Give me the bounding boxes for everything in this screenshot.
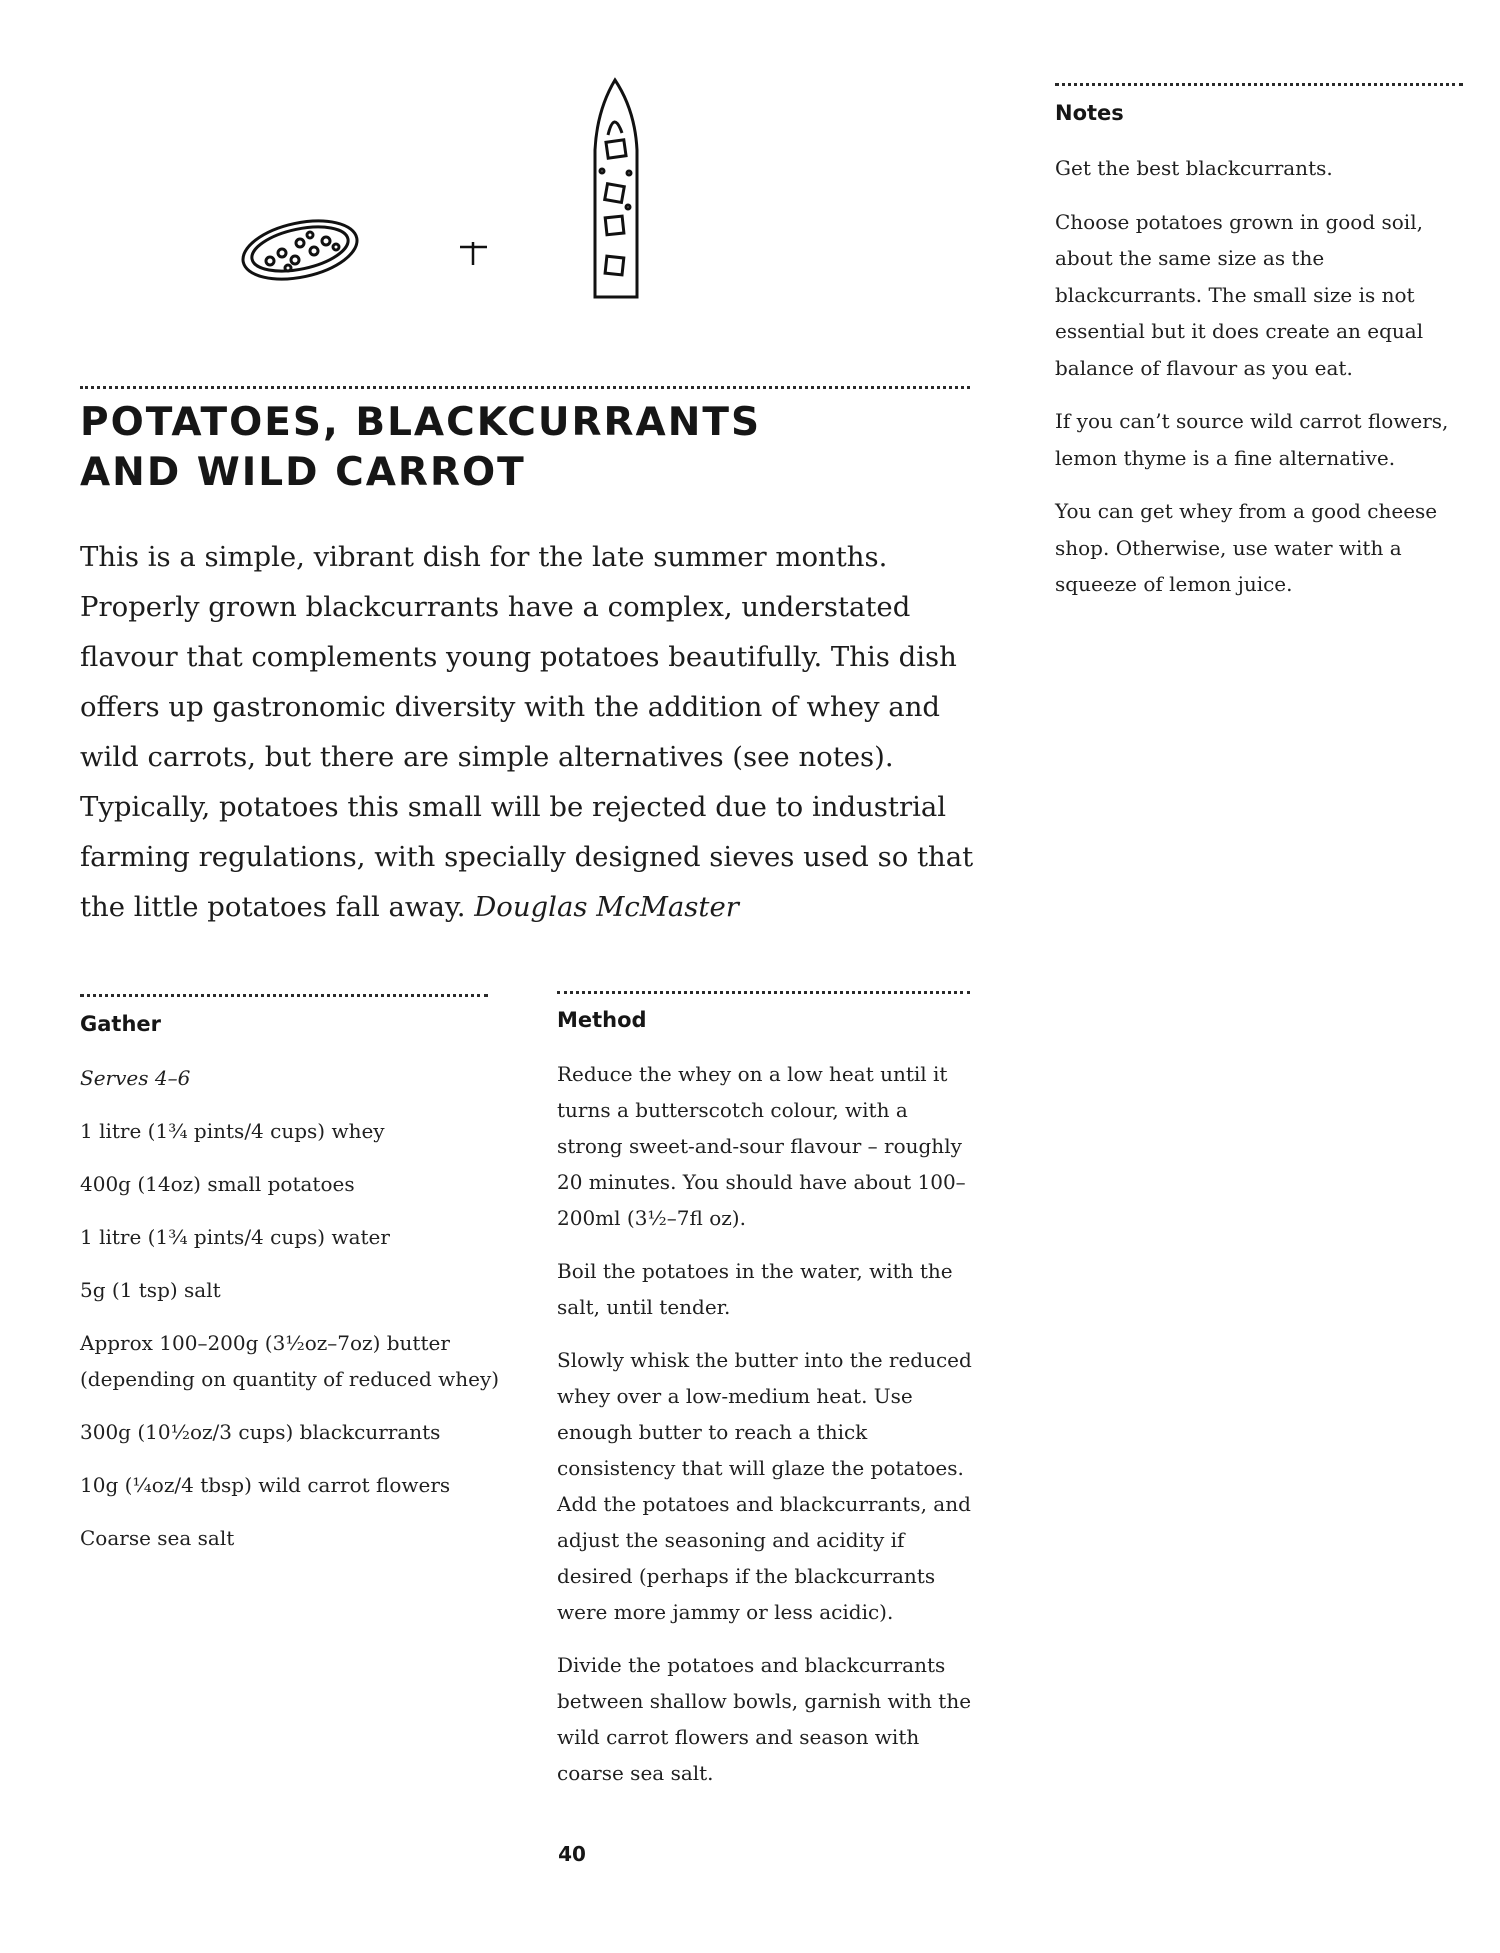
recipe-intro <box>80 532 980 932</box>
gather-heading: Gather <box>80 1012 161 1036</box>
title-rule <box>80 386 970 389</box>
gather-rule <box>80 994 488 997</box>
recipe-title-line-2: AND WILD CARROT <box>80 450 526 495</box>
intro-author: Douglas McMaster <box>474 891 739 923</box>
ingredient-item: Coarse sea salt <box>80 1526 235 1550</box>
note-item: Get the best blackcurrants. <box>1055 156 1333 180</box>
method-heading: Method <box>557 1008 647 1032</box>
ingredient-item: 1 litre (1¾ pints/4 cups) whey <box>80 1119 385 1143</box>
ingredient-item: 300g (10½oz/3 cups) blackcurrants <box>80 1420 441 1444</box>
ingredient-item: 400g (14oz) small potatoes <box>80 1172 355 1196</box>
ingredient-item: Approx 100–200g (3½oz–7oz) butter (depending on quantity of reduced whey) <box>80 1331 500 1391</box>
notes-list <box>1055 150 1455 620</box>
wild-carrot-icon <box>595 80 637 297</box>
recipe-title-line-1: POTATOES, BLACKCURRANTS <box>80 400 762 445</box>
method-steps <box>557 1056 977 1808</box>
notes-rule <box>1055 83 1463 86</box>
method-step: Divide the potatoes and blackcurrants between shallow bowls, garnish with the wild carrot flowers and season with coarse sea salt. <box>557 1653 972 1785</box>
ingredient-item: 5g (1 tsp) salt <box>80 1278 221 1302</box>
note-item: Choose potatoes grown in good soil, about the same size as the blackcurrants. The small size is not essential but it does create an equal balance of flavour as you eat. <box>1055 209 1424 380</box>
note-item: If you can’t source wild carrot flowers, lemon thyme is a fine alternative. <box>1055 409 1449 470</box>
plus-icon <box>460 242 487 265</box>
method-step: Slowly whisk the butter into the reduced whey over a low-medium heat. Use enough butter to reach a thick consistency that will glaze the potatoes. Add the potatoes and blackcurrants, and adjust the seasoning and acidity if desired (perhaps if the blackcurrants were more jammy or less acidic). <box>557 1348 972 1624</box>
note-item: You can get whey from a good cheese shop. Otherwise, use water with a squeeze of lemon juice. <box>1055 499 1438 596</box>
ingredient-item: 1 litre (1¾ pints/4 cups) water <box>80 1225 390 1249</box>
ingredient-item: 10g (¼oz/4 tbsp) wild carrot flowers <box>80 1473 451 1497</box>
notes-heading: Notes <box>1055 101 1124 125</box>
recipe-illustration <box>240 75 690 310</box>
page-number: 40 <box>558 1842 586 1866</box>
intro-text: This is a simple, vibrant dish for the late summer months. Properly grown blackcurrants have a complex, understated flavour that complements young potatoes beautifully. This dish offers up gastronomic diversity with the addition of whey and wild carrots, but there are simple alternatives (see notes). Typically, potatoes this small will be rejected due to industrial farming regulations, with specially designed sieves used so that the little potatoes fall away. <box>80 541 974 923</box>
recipe-title <box>80 398 980 498</box>
method-step: Boil the potatoes in the water, with the salt, until tender. <box>557 1259 953 1319</box>
potato-dish-icon <box>240 212 362 289</box>
method-rule <box>557 991 970 994</box>
ingredient-list <box>80 1060 500 1573</box>
method-step: Reduce the whey on a low heat until it turns a butterscotch colour, with a strong sweet-and-sour flavour – roughly 20 minutes. You should have about 100–200ml (3½–7fl oz). <box>557 1062 966 1230</box>
serves-note: Serves 4–6 <box>80 1066 191 1090</box>
